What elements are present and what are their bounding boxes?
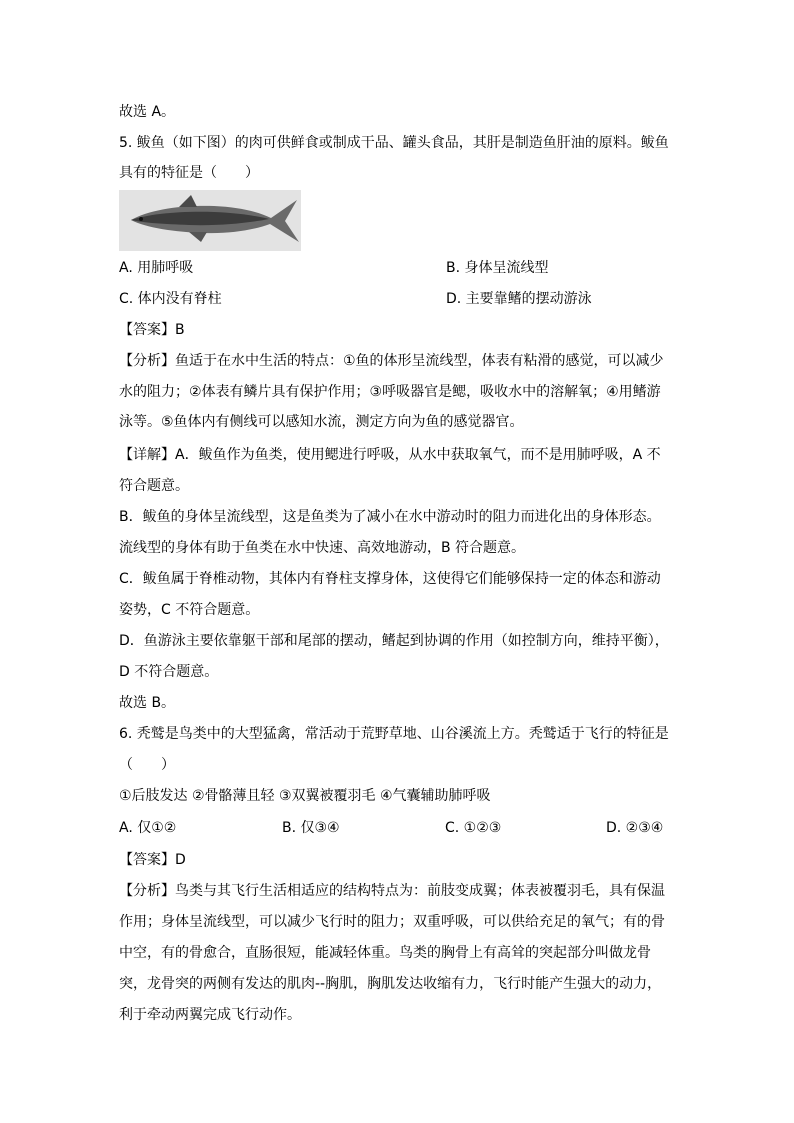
fish-image	[119, 190, 301, 251]
q5-detail-line: D．鱼游泳主要依靠躯干部和尾部的摆动，鳍起到协调的作用（如控制方向，维持平衡），	[119, 633, 669, 649]
q5-detail-line: 姿势，C 不符合题意。	[119, 602, 260, 618]
q5-answer: 【答案】B	[119, 322, 185, 338]
q6-analysis-line: 利于牵动两翼完成飞行动作。	[119, 1007, 301, 1023]
q5-detail-line: 流线型的身体有助于鱼类在水中快速、高效地游动，B 符合题意。	[119, 540, 526, 556]
q6-option-a: A. 仅①②	[119, 820, 177, 836]
q5-detail-line: 【详解】A．鲅鱼作为鱼类，使用鳃进行呼吸，从水中获取氧气，而不是用肺呼吸，A 不	[119, 447, 661, 463]
q5-analysis-line: 泳等。⑤鱼体内有侧线可以感知水流，测定方向为鱼的感觉器官。	[119, 414, 524, 430]
q6-option-d: D. ②③④	[606, 820, 664, 836]
q5-analysis-line: 水的阻力；②体表有鳞片具有保护作用；③呼吸器官是鳃，吸收水中的溶解氧；④用鳍游	[119, 384, 661, 400]
q5-detail-line: D 不符合题意。	[119, 664, 219, 680]
q5-option-b: B. 身体呈流线型	[446, 260, 549, 276]
q5-option-c: C. 体内没有脊柱	[119, 291, 222, 307]
q5-analysis-line: 【分析】鱼适于在水中生活的特点：①鱼的体形呈流线型，体表有粘滑的感觉，可以减少	[119, 353, 664, 369]
q6-option-b: B. 仅③④	[282, 820, 340, 836]
q6-analysis-line: 【分析】鸟类与其飞行生活相适应的结构特点为：前肢变成翼；体表被覆羽毛，具有保温	[119, 883, 665, 899]
question-6-stem: 6. 秃鹫是鸟类中的大型猛禽，常活动于荒野草地、山谷溪流上方。秃鹫适于飞行的特征是	[119, 726, 669, 742]
q5-choose: 故选 B。	[119, 695, 176, 711]
text-line: 故选 A。	[119, 104, 176, 120]
q5-option-a: A. 用肺呼吸	[119, 260, 194, 276]
q6-analysis-line: 作用；身体呈流线型，可以减少飞行时的阻力；双重呼吸，可以供给充足的氧气；有的骨	[119, 914, 665, 930]
q5-option-d: D. 主要靠鳍的摆动游泳	[446, 291, 592, 307]
q5-detail-line: B．鲅鱼的身体呈流线型，这是鱼类为了减小在水中游动时的阻力而进化出的身体形态。	[119, 509, 661, 525]
question-6-items: ①后肢发达 ②骨骼薄且轻 ③双翼被覆羽毛 ④气囊辅助肺呼吸	[119, 788, 491, 804]
q6-analysis-line: 突，龙骨突的两侧有发达的肌肉--胸肌，胸肌发达收缩有力，飞行时能产生强大的动力，	[119, 976, 662, 992]
q5-detail-line: C．鲅鱼属于脊椎动物，其体内有脊柱支撑身体，这使得它们能够保持一定的体态和游动	[119, 571, 661, 587]
question-5-stem: 5. 鲅鱼（如下图）的肉可供鲜食或制成干品、罐头食品，其肝是制造鱼肝油的原料。鲅鱼	[119, 135, 669, 151]
q6-analysis-line: 中空，有的骨愈合，直肠很短，能减轻体重。鸟类的胸骨上有高耸的突起部分叫做龙骨	[119, 945, 651, 961]
q6-option-c: C. ①②③	[445, 820, 502, 836]
question-6-stem-cont: （ ）	[119, 757, 175, 773]
q6-answer: 【答案】D	[119, 852, 186, 868]
mackerel-illustration	[119, 190, 301, 251]
q5-detail-line: 符合题意。	[119, 478, 189, 494]
question-5-stem-cont: 具有的特征是（ ）	[119, 165, 259, 181]
